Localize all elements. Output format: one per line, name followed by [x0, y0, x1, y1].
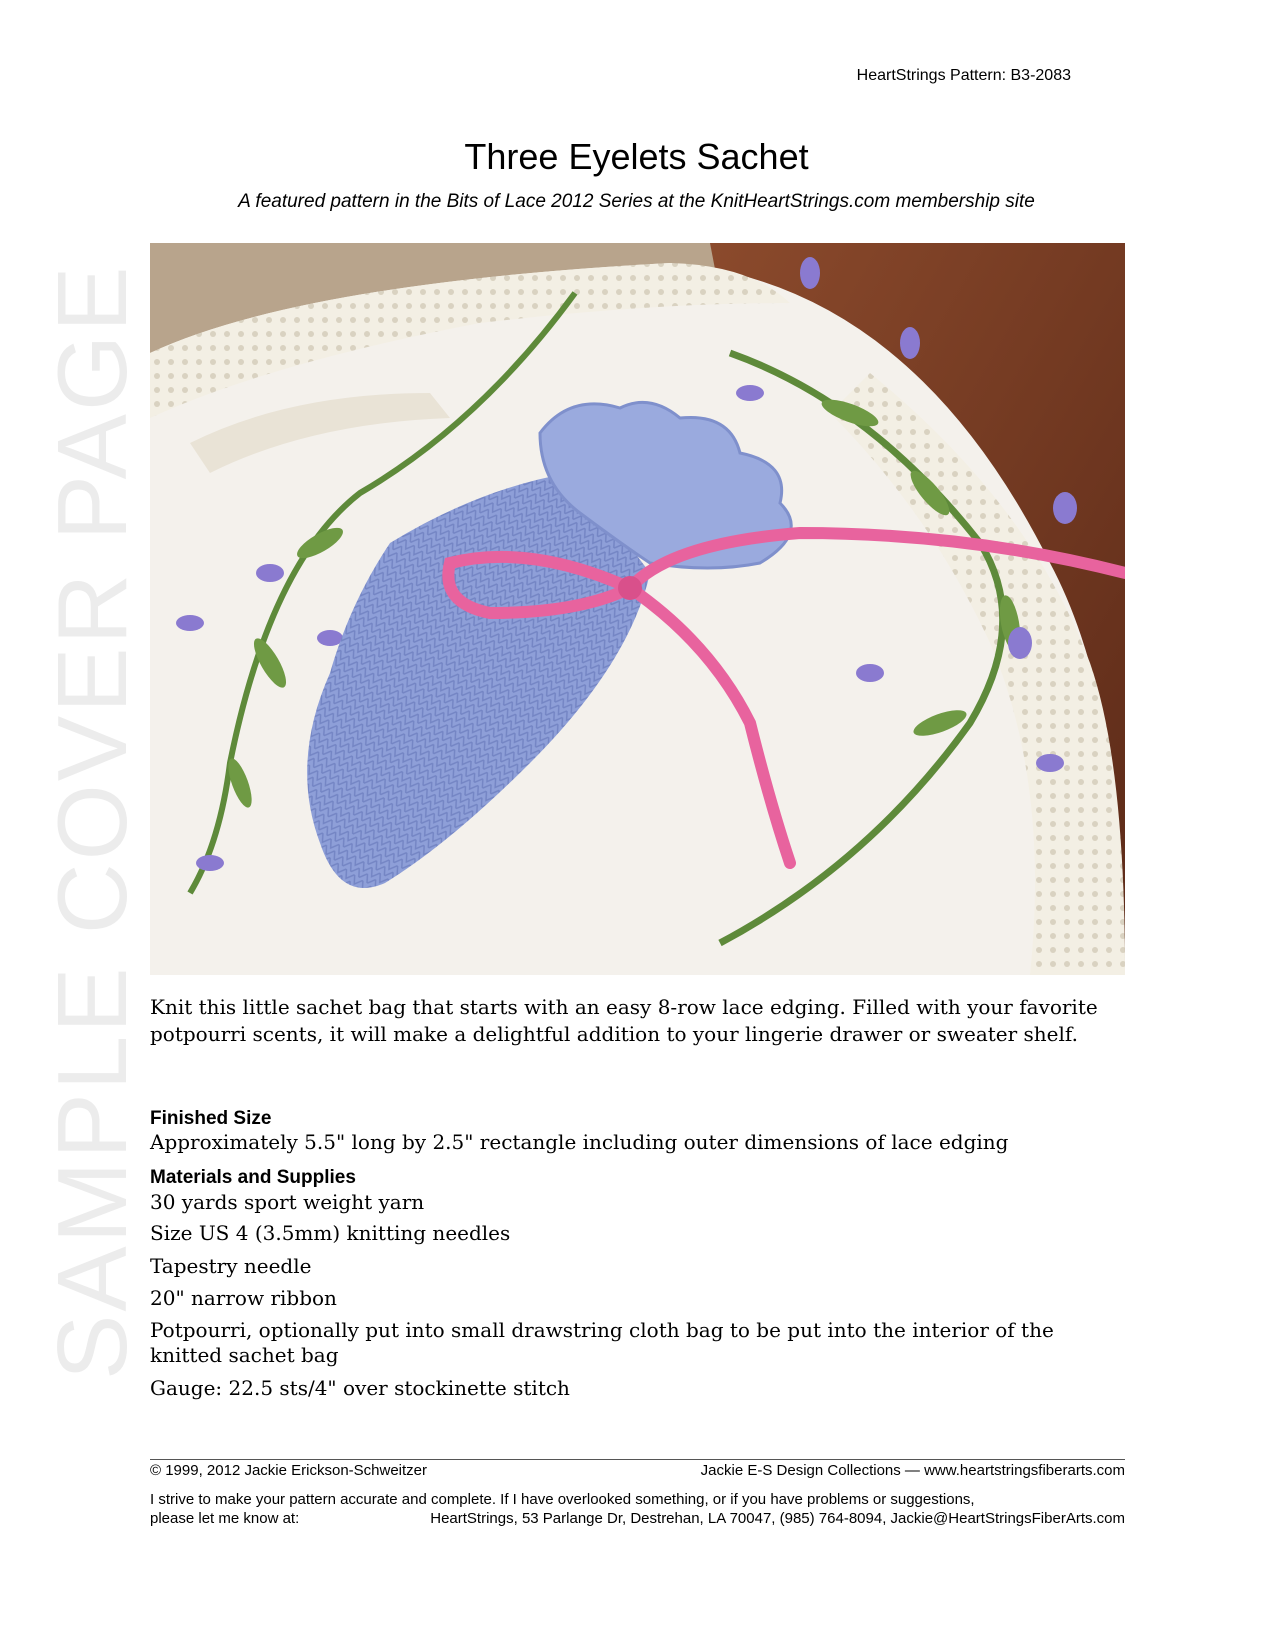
footer-divider [150, 1459, 1125, 1460]
sachet-photo [150, 243, 1125, 975]
copyright-notice: © 1999, 2012 Jackie Erickson-Schweitzer [150, 1462, 428, 1479]
material-item: Tapestry needle [150, 1254, 312, 1278]
ribbon-knot [618, 576, 642, 600]
page-subtitle: A featured pattern in the Bits of Lace 2012 Series at the KnitHeartStrings.com membership site [238, 191, 1035, 212]
pattern-id: HeartStrings Pattern: B3-2083 [856, 67, 1071, 84]
gauge-text: Gauge: 22.5 sts/4" over stockinette stitch [150, 1376, 570, 1400]
feedback-note: I strive to make your pattern accurate and complete. If I have overlooked something, or if you have problems or suggestions, [150, 1491, 975, 1508]
finished-size-text: Approximately 5.5" long by 2.5" rectangle including outer dimensions of lace edging [150, 1130, 1009, 1154]
material-item: Potpourri, optionally put into small drawstring cloth bag to be put into the interior of the knitted sachet bag [150, 1318, 1054, 1367]
contact-address: HeartStrings, 53 Parlange Dr, Destrehan, LA 70047, (985) 764-8094, Jackie@HeartStringsFiberArts.com [430, 1510, 1125, 1527]
feedback-contact-label: please let me know at: [150, 1510, 300, 1527]
page-title: Three Eyelets Sachet [464, 136, 809, 177]
design-collection-credit: Jackie E-S Design Collections — www.heartstringsfiberarts.com [700, 1462, 1125, 1479]
material-item: Size US 4 (3.5mm) knitting needles [150, 1221, 511, 1245]
material-item: 20" narrow ribbon [150, 1286, 337, 1310]
intro-paragraph: Knit this little sachet bag that starts with an easy 8-row lace edging. Filled with your favorite potpourri scents, it will make a delightful addition to your lingerie drawer or sweater shelf. [150, 995, 1098, 1046]
materials-heading: Materials and Supplies [150, 1167, 356, 1188]
finished-size-heading: Finished Size [150, 1108, 272, 1129]
sample-cover-watermark: SAMPLE COVER PAGE [37, 263, 147, 1380]
material-item: 30 yards sport weight yarn [150, 1190, 425, 1214]
